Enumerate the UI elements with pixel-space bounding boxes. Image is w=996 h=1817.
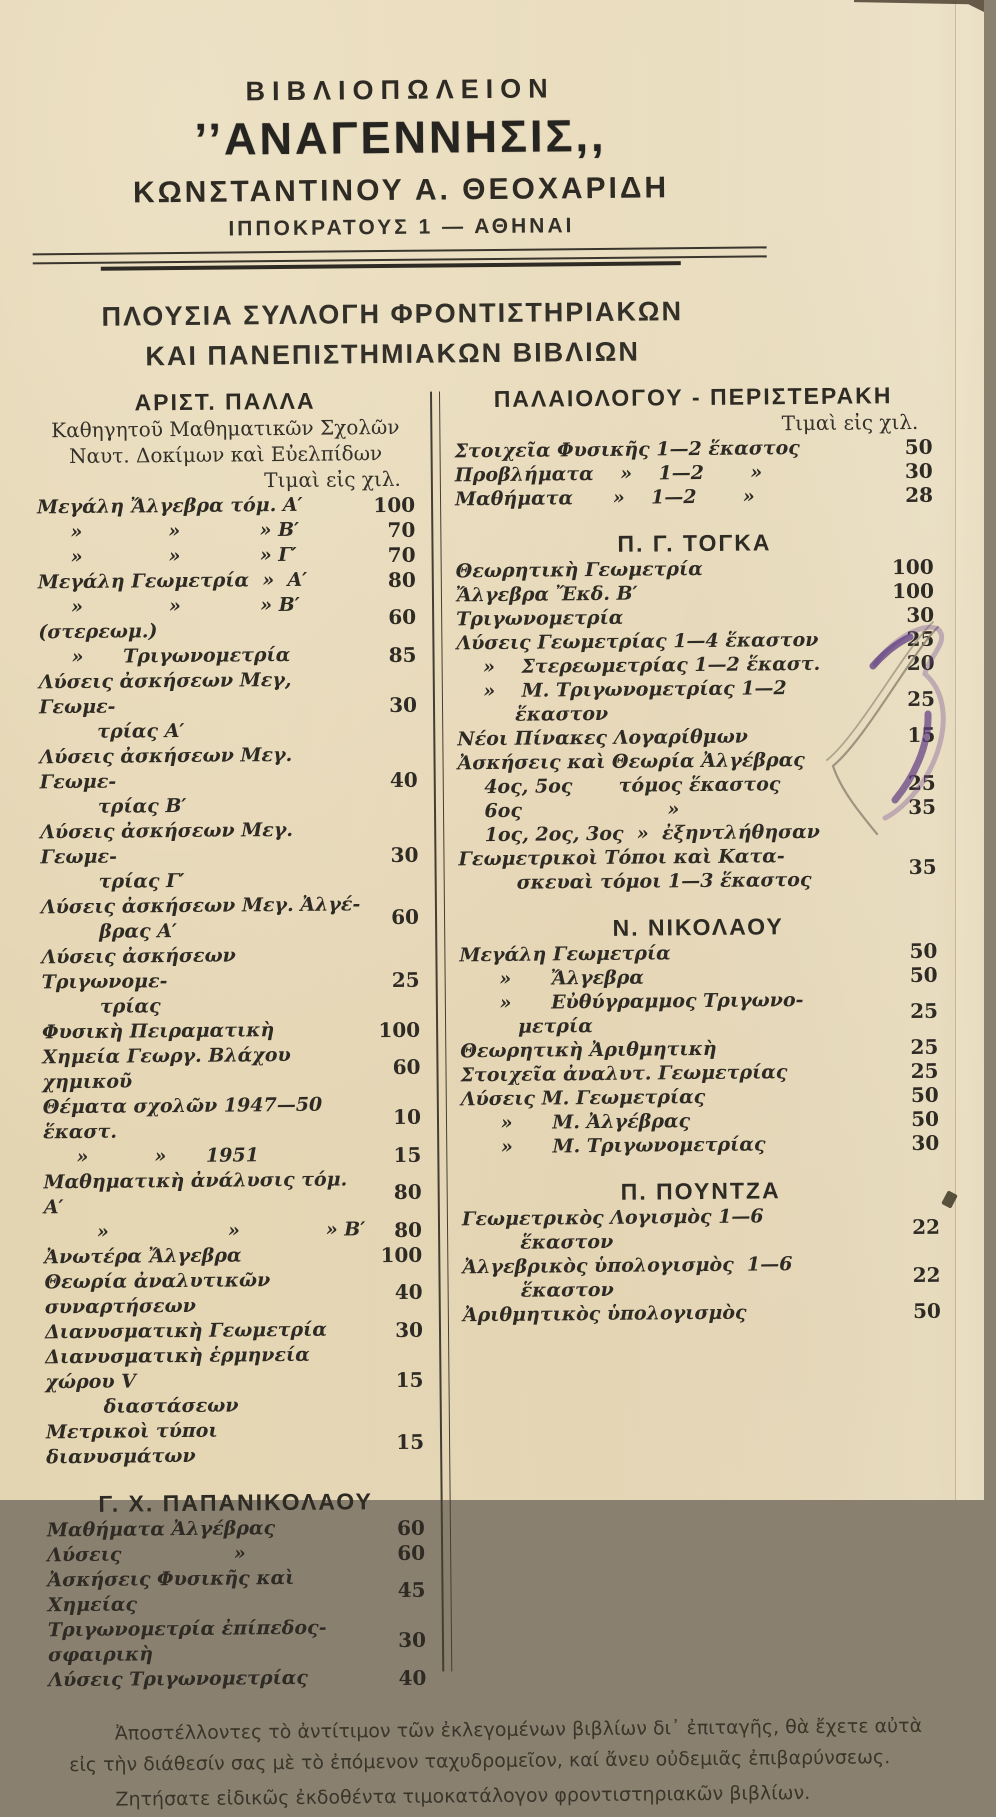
book-price: 50 bbox=[886, 963, 938, 987]
book-title-line-1: » » » Γ′ bbox=[37, 542, 363, 570]
book-row bbox=[455, 483, 933, 512]
book-price: 45 bbox=[373, 1578, 425, 1602]
book-price: 85 bbox=[364, 642, 416, 666]
book-title-line-1: Μαθήματα Ἀλγέβρας bbox=[47, 1515, 373, 1543]
handwritten-mark bbox=[815, 592, 985, 892]
section-title: Γ. Χ. ΠΑΠΑΝΙΚΟΛΑΟΥ bbox=[47, 1487, 425, 1519]
book-price: 30 bbox=[374, 1628, 426, 1652]
book-price: 25 bbox=[886, 999, 938, 1023]
book-title-line-1: Φυσικὴ Πειραματικὴ bbox=[42, 1017, 368, 1045]
price-unit-note: Τιμαὶ εἰς χιλ. bbox=[454, 409, 932, 440]
book-row bbox=[47, 1515, 425, 1544]
book-row bbox=[46, 1417, 424, 1471]
book-title-line-1: Ἀλγεβρικὸς ὑπολογισμὸς 1—6 bbox=[462, 1251, 888, 1279]
book-row bbox=[39, 667, 418, 746]
book-title-line-1: Ἀσκήσεις Φυσικῆς καὶ Χημείας bbox=[47, 1565, 373, 1618]
book-price: 10 bbox=[369, 1105, 421, 1129]
book-title bbox=[48, 1665, 374, 1693]
book-row bbox=[461, 1131, 939, 1160]
book-title-line-2: διαστάσεων bbox=[46, 1392, 372, 1420]
catalog-columns bbox=[0, 380, 994, 1693]
book-row bbox=[37, 492, 415, 521]
book-title-line-2: ἕκαστον bbox=[463, 1275, 889, 1303]
book-title-line-2: ἕκαστον bbox=[462, 1227, 888, 1255]
book-title-line-2: βρας Α′ bbox=[41, 917, 367, 945]
book-row bbox=[42, 1042, 420, 1096]
book-price: 30 bbox=[366, 842, 418, 866]
book-title-line-1: » Εὐθύγραμμος Τριγωνο- bbox=[460, 987, 886, 1015]
book-price: 28 bbox=[881, 483, 933, 507]
book-title bbox=[37, 492, 363, 520]
book-row bbox=[40, 817, 419, 896]
book-title bbox=[460, 987, 886, 1039]
book-row bbox=[41, 892, 419, 946]
book-price: 70 bbox=[363, 542, 415, 566]
book-title bbox=[44, 1267, 370, 1320]
book-row bbox=[44, 1242, 422, 1271]
section-title: ΑΡΙΣΤ. ΠΑΛΛΑ bbox=[36, 386, 414, 418]
book-price: 35 bbox=[884, 795, 936, 819]
store-address: ΙΠΠΟΚΡΑΤΟΥΣ 1 — ΑΘΗΝΑΙ bbox=[0, 212, 807, 244]
book-title-line-1: Μαθήματα » 1—2 » bbox=[455, 483, 881, 511]
book-title-line-1: » Μ. Τριγωνομετρίας bbox=[461, 1131, 887, 1159]
book-price: 70 bbox=[363, 517, 415, 541]
footer-note bbox=[69, 1711, 938, 1816]
book-price: 15 bbox=[371, 1367, 423, 1391]
book-title-line-1: Γεωμετρικοὶ Τόποι καὶ Κατα- bbox=[458, 843, 884, 871]
section bbox=[459, 911, 939, 1160]
book-title-line-1: Λύσεις ἀσκήσεων Μεγ. Γεωμε- bbox=[39, 742, 365, 795]
book-price: 50 bbox=[889, 1299, 941, 1323]
book-price: 25 bbox=[886, 1059, 938, 1083]
book-title-line-1: 6ος » bbox=[458, 795, 884, 823]
price-unit-note: Τιμαὶ εἰς χιλ. bbox=[37, 466, 415, 496]
book-title-line-1: Μεγάλη Ἄλγεβρα τόμ. Α′ bbox=[37, 492, 363, 520]
book-price: 80 bbox=[370, 1217, 422, 1241]
book-title bbox=[463, 1299, 889, 1327]
book-price: 15 bbox=[883, 723, 935, 747]
book-price: 60 bbox=[373, 1540, 425, 1564]
book-price: 60 bbox=[367, 905, 419, 929]
book-title bbox=[38, 592, 364, 645]
book-title-line-1: Λύσεις ἀσκήσεων Τριγωνομε- bbox=[41, 942, 367, 995]
book-title-line-1: Στοιχεῖα Φυσικῆς 1—2 ἕκαστος bbox=[454, 435, 880, 463]
book-price: 40 bbox=[374, 1665, 426, 1689]
book-title-line-2: ἕκαστον bbox=[457, 699, 883, 727]
book-title-line-1: » Μ. Ἀλγέβρας bbox=[461, 1107, 887, 1135]
book-title-line-1: Ἄλγεβρα Ἔκδ. Β′ bbox=[456, 579, 882, 607]
section-subtitle: Καθηγητοῦ Μαθηματικῶν Σχολῶν bbox=[36, 414, 414, 444]
book-title bbox=[38, 567, 364, 595]
book-title bbox=[461, 1131, 887, 1159]
section-title: ΠΑΛΑΙΟΛΟΓΟΥ - ΠΕΡΙΣΤΕΡΑΚΗ bbox=[454, 381, 932, 414]
book-title-line-1: Ἀριθμητικὸς ὑπολογισμὸς bbox=[463, 1299, 889, 1327]
book-row bbox=[47, 1565, 425, 1619]
book-price: 50 bbox=[880, 435, 932, 459]
book-title-line-1: Θεωρητικὴ Ἀριθμητικὴ bbox=[460, 1035, 886, 1063]
book-price: 22 bbox=[888, 1215, 940, 1239]
book-title-line-1: Τριγωνομετρία bbox=[456, 603, 882, 631]
section-subtitle: Ναυτ. Δοκίμων καὶ Εὐελπίδων bbox=[36, 440, 414, 470]
book-price: 25 bbox=[883, 687, 935, 711]
book-price: 100 bbox=[363, 492, 415, 516]
book-row bbox=[38, 592, 416, 646]
book-title-line-1: » » » Β′(στερεωμ.) bbox=[38, 592, 364, 645]
book-title-line-1: Γεωμετρικὸς Λογισμὸς 1—6 bbox=[462, 1203, 888, 1231]
book-title-line-1: » Στερεωμετρίας 1—2 ἕκαστ. bbox=[457, 651, 883, 679]
book-title bbox=[43, 1142, 369, 1170]
book-price: 50 bbox=[885, 939, 937, 963]
book-title-line-1: Χημεία Γεωργ. Βλάχου χημικοῦ bbox=[42, 1042, 368, 1095]
book-title-line-1: Τριγωνομετρία ἐπίπεδος-σφαιρικὴ bbox=[48, 1615, 374, 1668]
book-row bbox=[37, 517, 415, 546]
section-title: Π. Γ. ΤΟΓΚΑ bbox=[455, 527, 933, 560]
section-title: Π. ΠΟΥΝΤΖΑ bbox=[462, 1175, 940, 1208]
book-title-line-1: Προβλήματα » 1—2 » bbox=[455, 459, 881, 487]
book-price: 80 bbox=[364, 567, 416, 591]
book-row bbox=[37, 542, 415, 571]
book-title-line-1: Λύσεις Τριγωνομετρίας bbox=[48, 1665, 374, 1693]
book-price: 40 bbox=[371, 1280, 423, 1304]
book-row bbox=[47, 1540, 425, 1569]
book-row bbox=[41, 942, 420, 1021]
book-title bbox=[39, 742, 366, 820]
book-title bbox=[47, 1565, 373, 1618]
book-title-line-1: Μεγάλη Γεωμετρία bbox=[459, 939, 885, 967]
book-title-line-1: 4ος, 5ος τόμος ἕκαστος bbox=[458, 771, 884, 799]
book-row bbox=[43, 1092, 421, 1146]
book-row bbox=[39, 742, 418, 821]
book-title bbox=[462, 1251, 888, 1303]
book-title-line-1: » » 1951 bbox=[43, 1142, 369, 1170]
store-owner: ΚΩΝΣΤΑΝΤΙΝΟΥ Α. ΘΕΟΧΑΡΙΔΗ bbox=[0, 170, 806, 212]
book-title-line-1: Λύσεις ἀσκήσεων Μεγ. Ἀλγέ- bbox=[41, 892, 367, 920]
book-price: 60 bbox=[373, 1515, 425, 1539]
book-price: 25 bbox=[884, 771, 936, 795]
section bbox=[462, 1175, 941, 1328]
section-title: Ν. ΝΙΚΟΛΑΟΥ bbox=[459, 911, 937, 944]
book-title-line-1: » » » Β′ bbox=[44, 1217, 370, 1245]
book-title bbox=[42, 1017, 368, 1045]
book-price: 15 bbox=[372, 1430, 424, 1454]
book-price: 15 bbox=[369, 1142, 421, 1166]
book-price: 25 bbox=[886, 1035, 938, 1059]
book-title-line-2: σκευαὶ τόμοι 1—3 ἕκαστος bbox=[459, 867, 885, 895]
book-price: 50 bbox=[887, 1107, 939, 1131]
book-title-line-1: Μαθηματικὴ ἀνάλυσις τόμ. Α′ bbox=[43, 1167, 369, 1220]
book-title-line-1: Θεωρία ἀναλυτικῶν συναρτήσεων bbox=[44, 1267, 370, 1320]
book-title bbox=[43, 1092, 369, 1145]
tagline-line-2: ΚΑΙ ΠΑΝΕΠΙΣΤΗΜΙΑΚΩΝ ΒΙΒΛΙΩΝ bbox=[0, 330, 788, 378]
book-title-line-1: Ἀνωτέρα Ἄλγεβρα bbox=[44, 1242, 370, 1270]
book-title-line-1: Λύσεις Μ. Γεωμετρίας bbox=[461, 1083, 887, 1111]
book-title-line-1: Διανυσματικὴ Γεωμετρία bbox=[45, 1317, 371, 1345]
book-title bbox=[41, 942, 368, 1020]
tagline-line-1: ΠΛΟΥΣΙΑ ΣΥΛΛΟΓΗ ΦΡΟΝΤΙΣΤΗΡΙΑΚΩΝ bbox=[0, 290, 787, 338]
store-label: ΒΙΒΛΙΟΠΩΛΕΙΟΝ bbox=[0, 71, 805, 110]
book-row bbox=[462, 1203, 940, 1256]
book-title-line-2: μετρία bbox=[460, 1011, 886, 1039]
book-price: 100 bbox=[368, 1017, 420, 1041]
book-price: 100 bbox=[370, 1242, 422, 1266]
book-title bbox=[43, 1167, 369, 1220]
book-title-line-1: Λύσεις ἀσκήσεων Μεγ, Γεωμε- bbox=[39, 667, 365, 720]
book-row bbox=[44, 1267, 422, 1321]
section bbox=[47, 1487, 427, 1694]
book-price: 40 bbox=[366, 767, 418, 791]
book-row bbox=[460, 987, 938, 1040]
header-rules bbox=[0, 246, 807, 280]
section bbox=[454, 381, 933, 512]
book-title bbox=[47, 1515, 373, 1543]
book-title bbox=[44, 1217, 370, 1245]
footer-paragraph-2: Ζητήσατε εἰδικῶς ἐκδοθέντα τιμοκατάλογον φροντιστηριακῶν βιβλίων. bbox=[69, 1777, 937, 1816]
book-title-line-2: τρίας bbox=[42, 992, 368, 1020]
book-price: 30 bbox=[365, 692, 417, 716]
book-row bbox=[44, 1217, 422, 1246]
book-row bbox=[45, 1317, 423, 1346]
book-title-line-1: Θέματα σχολῶν 1947—50 ἕκαστ. bbox=[43, 1092, 369, 1145]
book-price: 80 bbox=[370, 1180, 422, 1204]
book-title-line-1: Μετρικοὶ τύποι διανυσμάτων bbox=[46, 1417, 372, 1470]
book-title bbox=[46, 1417, 372, 1470]
book-title bbox=[40, 817, 367, 895]
book-title bbox=[41, 892, 367, 945]
book-price: 25 bbox=[882, 627, 934, 651]
book-title-line-1: Μεγάλη Γεωμετρία » Α′ bbox=[38, 567, 364, 595]
book-title-line-1: Λύσεις ἀσκήσεων Μεγ. Γεωμε- bbox=[40, 817, 366, 870]
book-price: 30 bbox=[887, 1131, 939, 1155]
book-price: 60 bbox=[368, 1055, 420, 1079]
store-header bbox=[0, 71, 807, 280]
book-row bbox=[43, 1142, 421, 1171]
left-column bbox=[36, 386, 426, 1694]
right-column bbox=[454, 381, 944, 1690]
book-title bbox=[48, 1615, 374, 1668]
book-row bbox=[38, 642, 416, 671]
book-title-line-1: Θεωρητικὴ Γεωμετρία bbox=[456, 555, 882, 583]
book-title-line-1: Ἀσκήσεις καὶ Θεωρία Ἀλγέβρας bbox=[457, 747, 883, 775]
book-title-line-2: τρίας Β′ bbox=[40, 792, 366, 820]
book-title-line-1: Στοιχεῖα ἀναλυτ. Γεωμετρίας bbox=[460, 1059, 886, 1087]
book-title-line-1: » Ἄλγεβρα bbox=[460, 963, 886, 991]
footer-paragraph-1: Ἀποστέλλοντες τὸ ἀντίτιμον τῶν ἐκλεγομένων βιβλίων δι᾽ ἐπιταγῆς, θὰ ἔχετε αὐτὰ εἰς τὴν διάθεσίν σας μὲ τὸ ἐπόμενον ταχυδρομεῖον, καί ἄνευ οὐδεμιᾶς ἐπιβαρύνσεως. bbox=[69, 1711, 938, 1781]
book-row bbox=[42, 1017, 420, 1046]
book-price: 100 bbox=[882, 579, 934, 603]
book-price: 50 bbox=[887, 1083, 939, 1107]
book-title-line-1: Λύσεις » bbox=[47, 1540, 373, 1568]
book-title bbox=[45, 1342, 372, 1420]
book-title-line-1: » Μ. Τριγωνομετρίας 1—2 bbox=[457, 675, 883, 703]
book-price: 22 bbox=[888, 1263, 940, 1287]
book-price: 30 bbox=[881, 459, 933, 483]
book-title bbox=[455, 483, 881, 511]
book-title-line-1: Νέοι Πίνακες Λογαρίθμων bbox=[457, 723, 883, 751]
book-price: 30 bbox=[371, 1317, 423, 1341]
book-price: 35 bbox=[884, 855, 936, 879]
book-title bbox=[45, 1317, 371, 1345]
book-row bbox=[38, 567, 416, 596]
book-title-line-1: Λύσεις Γεωμετρίας 1—4 ἕκαστον bbox=[456, 627, 882, 655]
book-title-line-2: τρίας Γ′ bbox=[41, 867, 367, 895]
section bbox=[36, 386, 424, 1471]
book-row bbox=[463, 1299, 941, 1328]
book-row bbox=[43, 1167, 421, 1221]
book-title bbox=[37, 517, 363, 545]
book-price: 25 bbox=[368, 967, 420, 991]
book-row bbox=[48, 1615, 426, 1669]
book-row bbox=[462, 1251, 940, 1304]
book-title bbox=[42, 1042, 368, 1095]
book-title bbox=[44, 1242, 370, 1270]
book-price: 20 bbox=[883, 651, 935, 675]
tagline bbox=[0, 290, 788, 378]
book-title bbox=[47, 1540, 373, 1568]
book-title-line-1: Διανυσματικὴ ἑρμηνεία χώρου V bbox=[45, 1342, 371, 1395]
book-price: 30 bbox=[882, 603, 934, 627]
book-title bbox=[462, 1203, 888, 1255]
book-title-line-1: » » » Β′ bbox=[37, 517, 363, 545]
book-price: 60 bbox=[364, 605, 416, 629]
book-title bbox=[39, 667, 366, 745]
book-title bbox=[38, 642, 364, 670]
book-title bbox=[37, 542, 363, 570]
book-title-line-2: τρίας Α′ bbox=[39, 717, 365, 745]
store-name: ’’ΑΝΑΓΕΝΝΗΣΙΣ,, bbox=[0, 108, 806, 168]
book-row bbox=[48, 1665, 426, 1694]
book-price: 100 bbox=[882, 555, 934, 579]
book-title-line-1: » Τριγωνομετρία bbox=[38, 642, 364, 670]
book-row bbox=[45, 1342, 424, 1421]
book-title-line-1: 1ος, 2ος, 3ος » ἐξηντλήθησαν bbox=[458, 819, 884, 847]
